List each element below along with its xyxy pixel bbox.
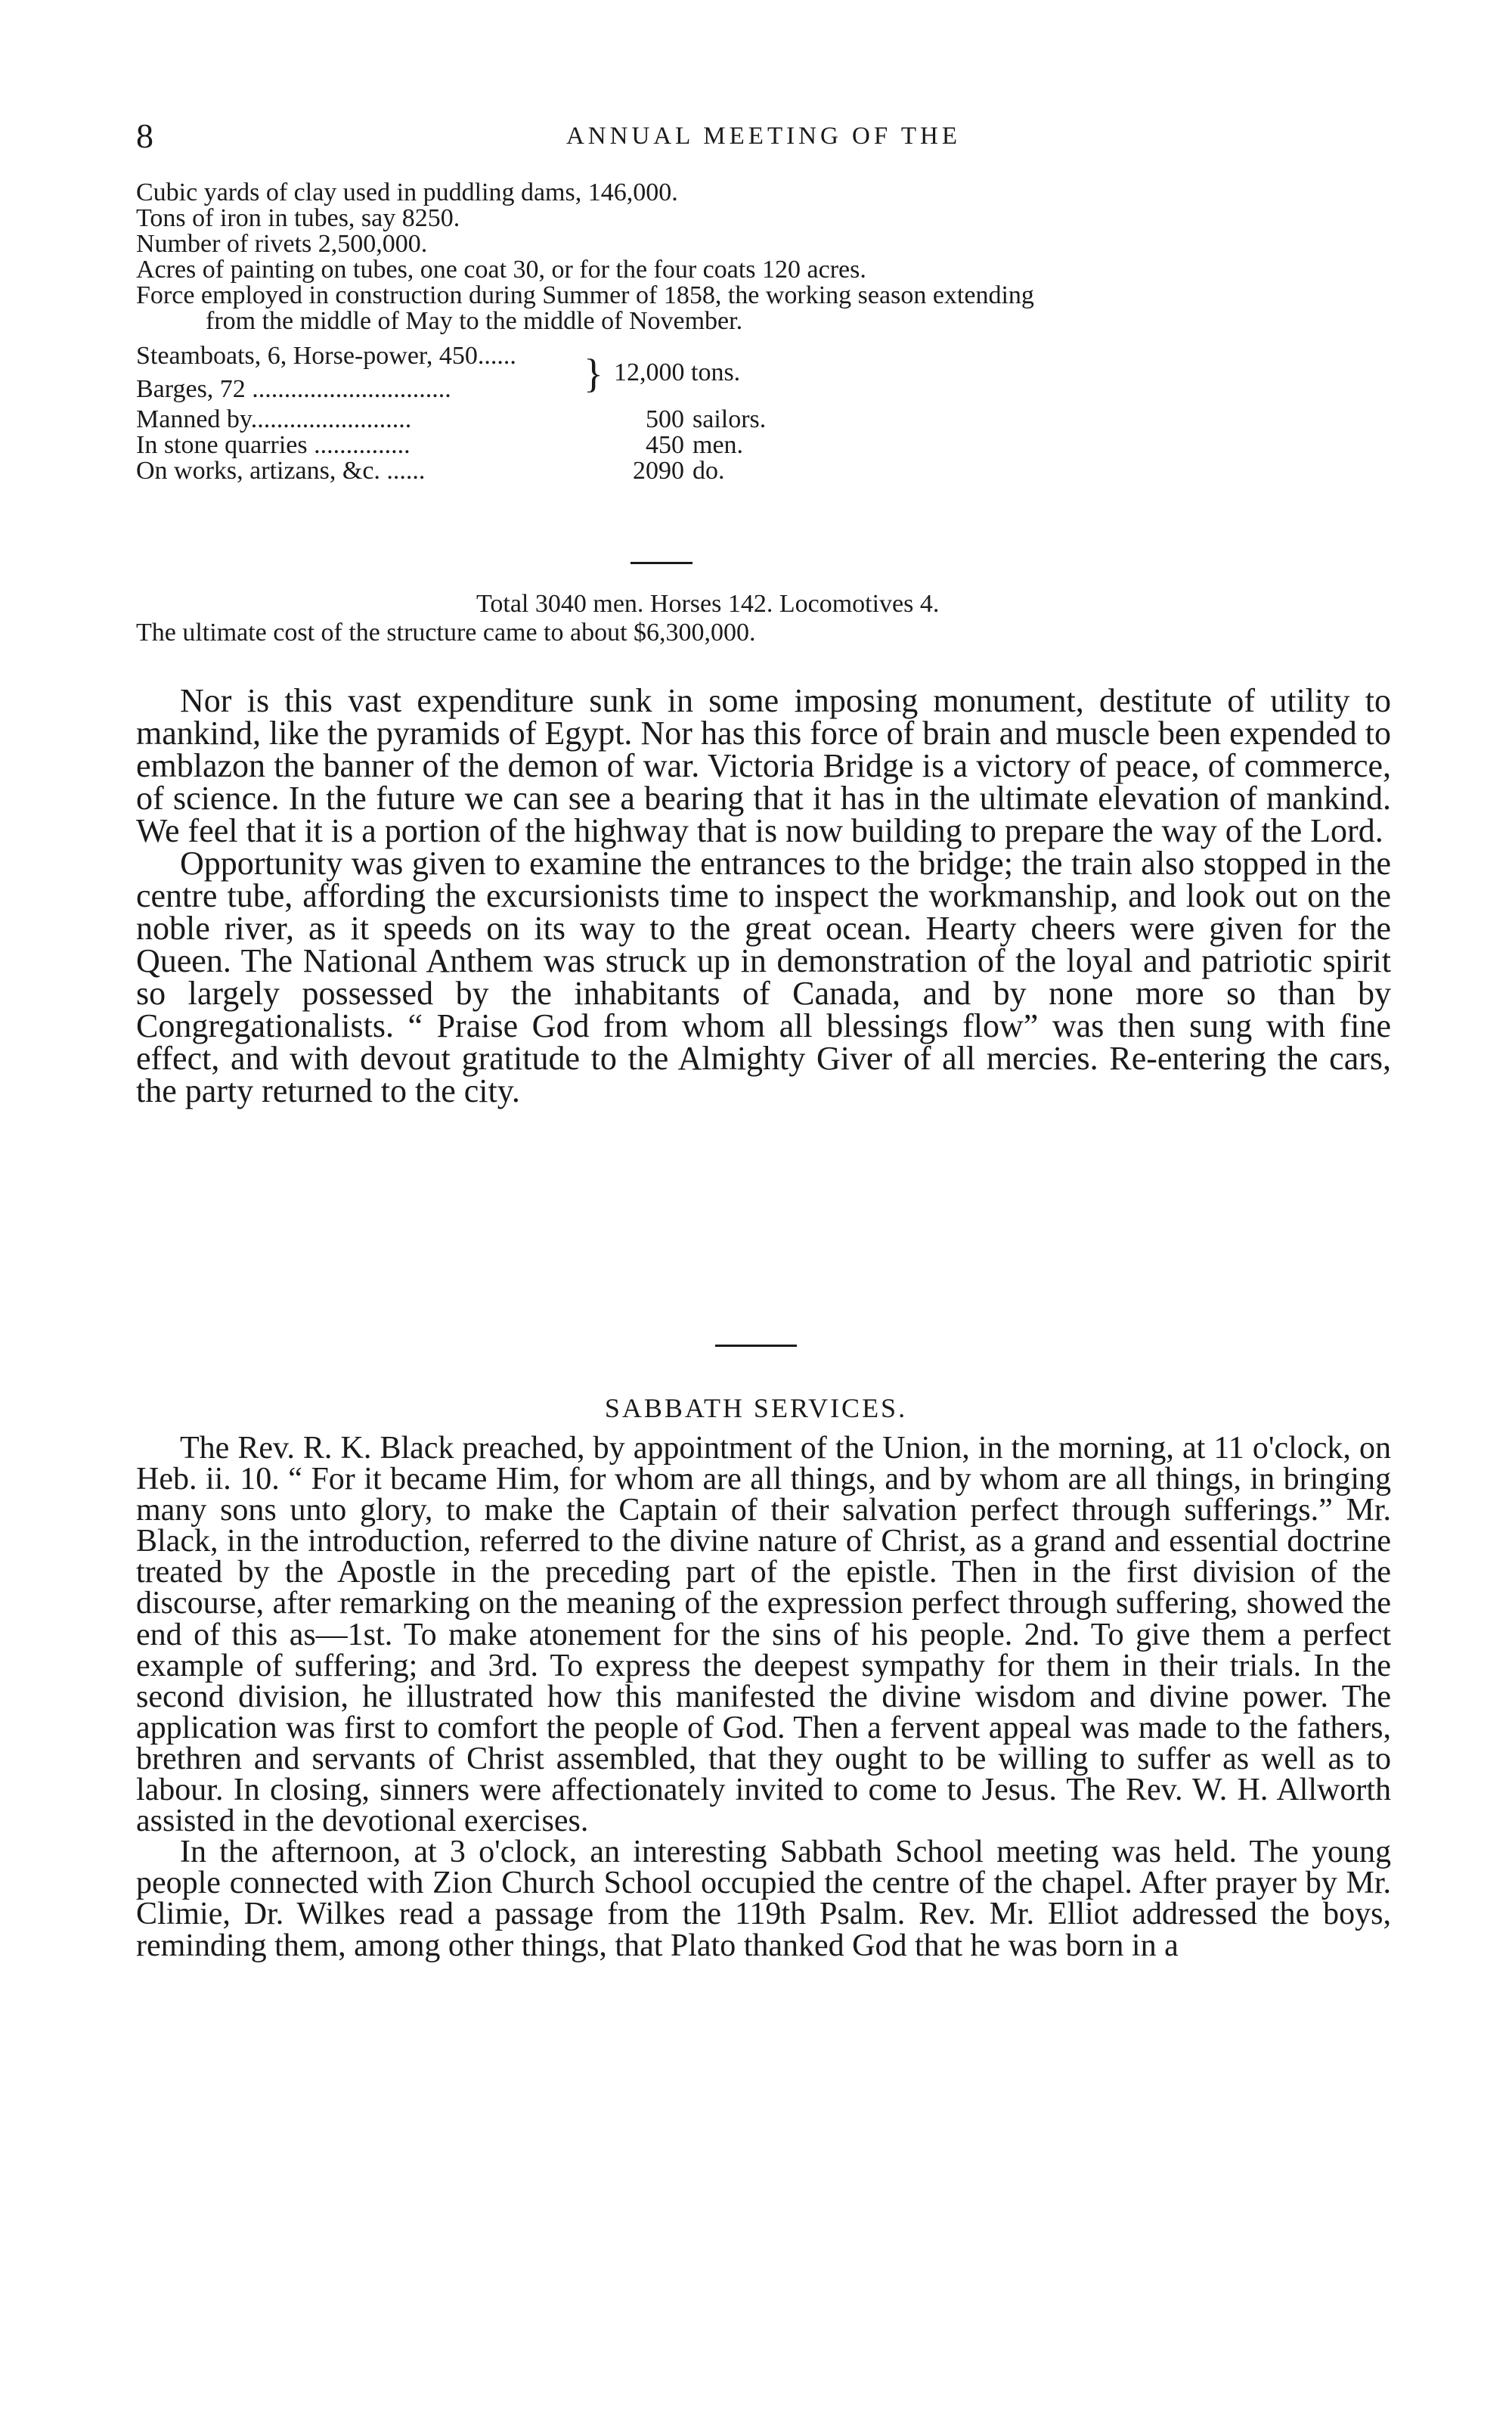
crew-label: In stone quarries ............... bbox=[136, 431, 411, 459]
crew-unit: men. bbox=[692, 431, 744, 459]
crew-number: 450 bbox=[646, 431, 684, 459]
stat-line-painting: Acres of painting on tubes, one coat 30, or for the four coats 120 acres. bbox=[136, 256, 866, 284]
crew-row bbox=[136, 458, 1391, 484]
barges-line: Barges, 72 ............................... bbox=[136, 375, 451, 403]
steamboats-line: Steamboats, 6, Horse-power, 450...... bbox=[136, 342, 516, 370]
stat-line-rivets: Number of rivets 2,500,000. bbox=[136, 230, 428, 258]
total-line: Total 3040 men. Horses 142. Locomotives 4. bbox=[476, 590, 940, 618]
page-header bbox=[136, 113, 1391, 159]
paragraph: Nor is this vast expenditure sunk in some imposing monument, destitute of utility to mankind, like the pyramids of Egypt. Nor has this force of brain and muscle been expended to emblazon the banner of the demon of war. Victoria Bridge is a victory of peace, of commerce, of science. In the future we can see a bearing that it has in the ultimate elevation of mankind. We feel that it is a portion of the highway that is now building to prepare the way of the Lord. bbox=[136, 682, 1391, 849]
crew-unit: sailors. bbox=[692, 405, 767, 433]
stat-line-force-continued: from the middle of May to the middle of November. bbox=[206, 307, 743, 335]
narrative-text bbox=[136, 684, 1391, 1107]
stat-line-iron: Tons of iron in tubes, say 8250. bbox=[136, 204, 460, 232]
paragraph: Opportunity was given to examine the entrances to the bridge; the train also stopped in the centre tube, affording the excursionists time to inspect the workmanship, and look out on the noble river, as it speeds on its way to the great ocean. Hearty cheers were given for the Queen. The National Anthem was struck up in demonstration of the loyal and patriotic spirit so largely possessed by the inhabitants of Canada, and by none more so than by Congregationalists. “ Praise God from whom all blessings flow” was then sung with fine effect, and with devout gratitude to the Almighty Giver of all mercies. Re-entering the cars, the party returned to the city. bbox=[136, 845, 1391, 1109]
paragraph: The Rev. R. K. Black preached, by appointment of the Union, in the morning, at 11 o'clock, on Heb. ii. 10. “ For it became Him, for whom are all things, and by whom are all things, in bringing many sons unto glory, to make the Captain of their salvation perfect through sufferings.” Mr. Black, in the introduction, referred to the divine nature of Christ, as a grand and essential doctrine treated by the Apostle in the preceding part of the epistle. Then in the first division of the discourse, after remarking on the meaning of the expression perfect through suffering, showed the end of this as—1st. To make atonement for the sins of his people. 2nd. To give them a perfect example of suffering; and 3rd. To express the deepest sympathy for them in their trials. In the second division, he illustrated how this manifested the divine wisdom and divine power. The application was first to comfort the people of God. Then a fervent appeal was made to the fathers, brethren and servants of Christ assembled, that they ought to be willing to suffer as well as to labour. In closing, sinners were affectionately invited to come to Jesus. The Rev. W. H. Allworth assisted in the devotional exercises. bbox=[136, 1431, 1391, 1839]
crew-row bbox=[136, 407, 1391, 433]
crew-number: 2090 bbox=[633, 457, 684, 485]
tonnage-value: 12,000 tons. bbox=[614, 358, 741, 386]
stat-line-clay: Cubic yards of clay used in puddling dams, 146,000. bbox=[136, 178, 678, 206]
crew-number: 500 bbox=[646, 405, 684, 433]
total-rule bbox=[631, 562, 692, 564]
vessels-group bbox=[136, 343, 1391, 407]
running-head: ANNUAL MEETING OF THE bbox=[565, 123, 962, 150]
stat-line-force: Force employed in construction during Summer of 1858, the working season extending bbox=[136, 281, 1034, 309]
cost-line: The ultimate cost of the structure came to about $6,300,000. bbox=[136, 619, 756, 647]
brace-glyph: } bbox=[584, 351, 603, 396]
statistics-block bbox=[136, 180, 1391, 484]
section-divider bbox=[715, 1345, 797, 1347]
paragraph: In the afternoon, at 3 o'clock, an interesting Sabbath School meeting was held. The young people connected with Zion Church School occupied the centre of the chapel. After prayer by Mr. Climie, Dr. Wilkes read a passage from the 119th Psalm. Rev. Mr. Elliot addressed the boys, reminding them, among other things, that Plato thanked God that he was born in a bbox=[136, 1835, 1391, 1963]
crew-label: Manned by......................... bbox=[136, 405, 412, 433]
section-heading: SABBATH SERVICES. bbox=[604, 1393, 908, 1423]
page-number: 8 bbox=[136, 116, 153, 155]
crew-label: On works, artizans, &c. ...... bbox=[136, 457, 426, 485]
crew-row bbox=[136, 433, 1391, 458]
crew-unit: do. bbox=[692, 457, 725, 485]
sabbath-services-text bbox=[136, 1433, 1391, 1962]
